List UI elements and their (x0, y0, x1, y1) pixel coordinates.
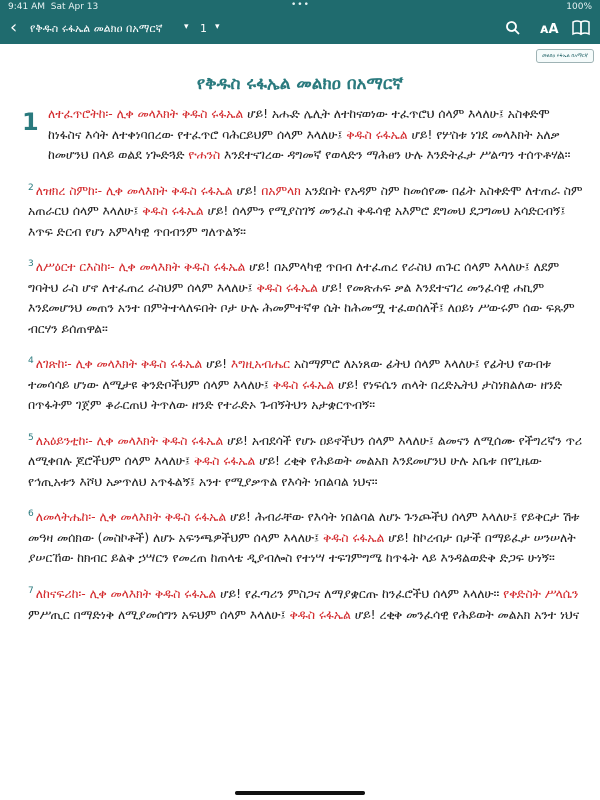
chevron-down-icon[interactable]: ▾ (184, 22, 189, 32)
verse-number: 5 (28, 432, 34, 443)
verse (28, 581, 583, 625)
verse-text: አስማምሮ ለአነጸው ፊትህ ሰላም እላለሁ፤ የፊትህ የውበቱ ተመሳሳይ ሆነው ለሚታዩ ቅንድቦችህም ሰላም እላለሁ፤ (28, 357, 552, 392)
verse-text: ሆይ! አሑድ ሌሊት ለተከናወነው ተፈጥሮህ ሰላም እላለሁ፤ አስቀድሞ ከነፋስና እሳት ለተቀነባበረው የተፈጥሮ ባሕርይህም ሰላም እላለሁ፤ (48, 107, 550, 142)
highlighted-text: ዮሐንስ (188, 148, 221, 162)
verse-text: እንደተናገረው ዳግመኛ የወላድን ማሕፀን ሁሉ እንድትፈታ ሥልጣን ተሰጥቶሃል። (220, 148, 571, 162)
chevron-left-icon[interactable]: ‹ (10, 17, 18, 38)
verse-text: ሆይ! አብደሳች የሆኑ ዐይኖችህን ሰላም እላለሁ፤ ልመናን ለሚሰሙ የችግረኛን ጥሪ ለሚቀበሉ ጆሮችህም ሰላም እላለሁ፤ (28, 433, 582, 469)
highlighted-text: በአምላክ (261, 183, 301, 198)
verse-text: ሆይ! በአምላካዊ ጥበብ ለተፈጠረ የራስህ ጠጉር ሰላም እላለሁ፤ ለደም ግባትህ ራስ ሆኖ ለተፈጠረ ራስህም ሰላም እላለሁ፤ (28, 260, 559, 295)
status-bar (0, 0, 600, 14)
verse-number: 6 (28, 509, 34, 520)
search-icon[interactable] (505, 20, 523, 38)
highlighted-text: ቅዱስ ሩፋኤል (142, 204, 204, 219)
book-icon[interactable] (572, 20, 590, 38)
highlighted-text: ለመላትሔከ፡- ሊቀ መላእክት ቅዱስ ሩፋኤል (35, 510, 227, 525)
verse-number: 7 (28, 585, 34, 596)
verse-text: ሆይ! (232, 183, 262, 198)
verse-number: 1 (22, 108, 39, 136)
page-title: የቅዱስ ሩፋኤል መልክዐ በአማርኛ (196, 74, 404, 94)
highlighted-text: ቅዱስ ሩፋኤል (322, 530, 385, 545)
verse (22, 104, 583, 166)
verse-list (22, 104, 583, 637)
chapter-selector[interactable]: 1 (200, 22, 207, 35)
highlighted-text: ቅዱስ ሩፋኤል (193, 454, 256, 469)
highlighted-text: ለከናፍሪከ፡- ሊቀ መላእክት ቅዱስ ሩፋኤል (35, 587, 217, 602)
font-size-icon[interactable]: ᴀA (540, 22, 559, 37)
verse-number: 2 (28, 182, 34, 193)
verse-text: ሆይ! ረቂቅ የሕይወት መልአክ እንደመሆንህ ሁሉ አቤቱ በየጊዜው የኅጢአቱን እሾህ አቃጥለህ አጥፋልኝ፤ አንተ የሚያቃጥል የእሳት ነበልባል ነህና። (28, 454, 542, 489)
verse-text: ሆይ! የመጽሐፍ ቃል እንደተናገረ መንፈሳዊ ሐኪም እንደመሆንህ መጠን አንተ በምትተላለፍበት ቦታ ሁሉ ሕመምተኛዋ ሴት ከሕመሟ ተፈወሰለች፤ ለዐይነ ሥውሩም ሰው ፍጹም ብርሃን ይሰጠዋል። (28, 280, 575, 336)
home-indicator[interactable] (235, 791, 365, 795)
highlighted-text: ቅዱስ ሩፋኤል (272, 377, 335, 392)
highlighted-text: ለተፈጥሮትከ፡- ሊቀ መላእክት ቅዱስ ሩፋኤል (48, 107, 244, 121)
verse-text: አንደበት የአዳም ስም ከመሰየሙ በፊት አስቀድሞ ለተጠራ ስም አጠራርህ ሰላም እላለሁ፤ (28, 183, 583, 219)
verse (28, 351, 583, 416)
status-time: 9:41 AM Sat Apr 13 (8, 2, 99, 12)
verse-number: 3 (28, 259, 34, 270)
verse (28, 254, 583, 339)
verse (28, 178, 583, 243)
app-toolbar (0, 14, 600, 44)
verse (28, 504, 583, 569)
verse-text: ሆይ! የፈጣሪን ምስጋና ለማያቋርጡ ከንፈሮችህ ሰላም እላለሁ። (216, 587, 504, 602)
highlighted-text: ለዝክረ ስምከ፡- ሊቀ መላእክት ቅዱስ ሩፋኤል (35, 183, 233, 198)
verse-number: 4 (28, 356, 34, 367)
highlighted-text: ለሥዕርተ ርእስከ፡- ሊቀ መላእክት ቅዱስ ሩፋኤል (35, 260, 246, 275)
book-title-button[interactable]: መልክዐ ሩፋኤል በአማርኛ (536, 49, 594, 63)
highlighted-text: ቅዱስ ሩፋኤል (289, 607, 351, 622)
verse-text: ሆይ! የሦስቱ ነገደ መላእክት አለቃ ከመሆንህ በላይ ወልደ ነጐድጓድ (48, 127, 560, 162)
highlighted-text: ለአዕይንቲከ፡- ሊቀ መላእክት ቅዱስ ሩፋኤል (35, 433, 224, 448)
verse (28, 428, 583, 493)
verse-text: ሆይ! ሕብራቸው የእሳት ነበልባል ለሆኑ ጉንጮችህ ሰላም እላለሁ፤ የይቅርታ ሽቱ መዓዛ መሰክው (መስኮቶች) ለሆኑ አፍንጫዎችህም ሰላም እላለሁ፤ (28, 510, 580, 545)
highlighted-text: የቀድስት ሥላሴን (503, 587, 579, 602)
verse-text: ሆይ! የነፍሴን ጠላት በረድኤትህ ታስነክልለው ዘንድ በጥፋትም ገጀም ቆራርጠህ ትጥለው ዘንድ የተራድኦ ጉብኝትህን አታቋርጥብኝ። (28, 377, 563, 413)
verse-text: ሆይ! ሰላምን የሚያስገኝ መንፈስ ቅዱሳዊ አእምሮ ደግመህ ደጋግመህ አሳድርብኝ፤ እጥፍ ድርብ የሆነ አምላካዊ ጥበብንም ግለጥልኝ። (28, 204, 566, 239)
highlighted-text: ለገጽከ፡- ሊቀ መላእክት ቅዱስ ሩፋኤል (35, 357, 203, 372)
verse-text: ሆይ! ረቂቅ መንፈሳዊ የሕይወት መልአክ አንተ ነህና (350, 607, 580, 622)
battery-indicator: 100% (566, 2, 592, 12)
verse-text: ሆይ! (202, 357, 231, 372)
highlighted-text: እግዚአብሔር (230, 357, 290, 372)
multitask-dots[interactable]: ••• (291, 0, 310, 10)
highlighted-text: ቅዱስ ሩፋኤል (256, 280, 318, 295)
chevron-down-icon[interactable]: ▾ (215, 22, 220, 32)
verse-text: ምሥጢር በማድነቅ ለሚያመሰግን አፍህም ሰላም እላለሁ፤ (28, 607, 290, 622)
verse-text: ሆይ! ከኮረብታ በታች በማይፈታ ሠንሠለት ያሠርኸው ከክብር ይልቅ ኃሣርን የመረጠ ከጠላቴ ዲያብሎስ የተነሣ ተፍገምግሜ ከጥፋት ላይ እንዳልወድቅ ድጋፍ ሁነኝ። (28, 530, 576, 566)
book-title-dropdown[interactable]: የቅዱስ ሩፋኤል መልክዐ በአማርኛ (30, 22, 163, 35)
highlighted-text: ቅዱስ ሩፋኤል (346, 127, 408, 142)
